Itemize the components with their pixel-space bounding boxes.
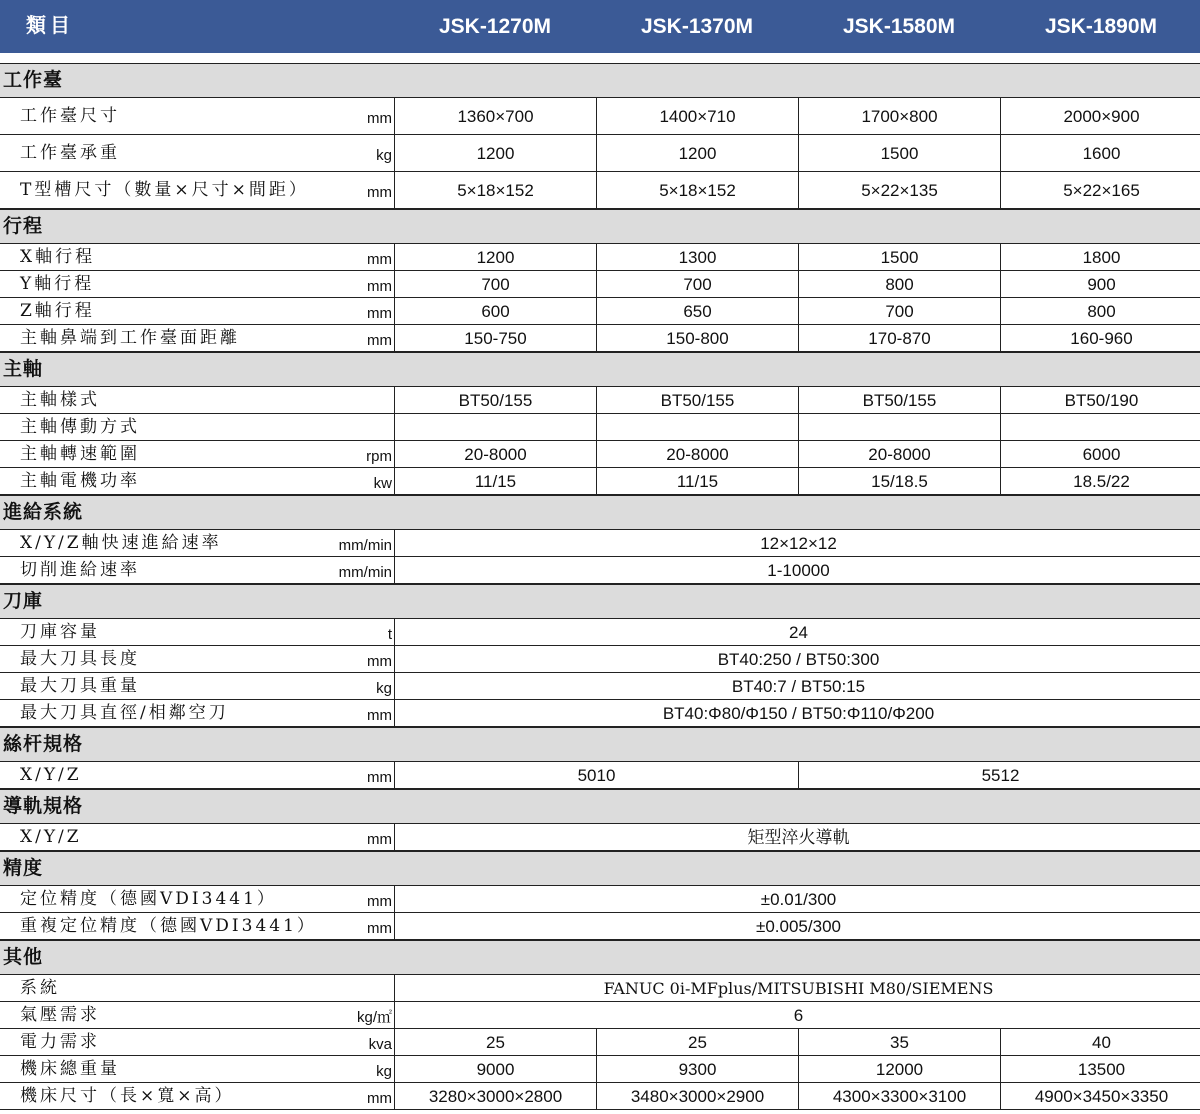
spec-value: 1500 — [798, 135, 1000, 171]
spec-unit: mm — [367, 332, 392, 349]
section-header — [0, 940, 1200, 975]
spec-row — [0, 271, 1200, 298]
spec-value: 20-8000 — [798, 441, 1000, 467]
spec-unit: rpm — [366, 448, 392, 465]
spec-label: Y軸行程 — [20, 274, 95, 294]
spec-label: 主軸轉速範圍 — [20, 444, 140, 464]
section-header — [0, 851, 1200, 886]
model-column-header: JSK-1580M — [842, 15, 956, 38]
spec-unit: kva — [368, 1036, 392, 1053]
spec-value: 800 — [798, 271, 1000, 297]
spec-value: 5×22×165 — [1000, 172, 1200, 208]
spec-value — [596, 414, 798, 440]
spec-value: 18.5/22 — [1000, 468, 1200, 494]
spec-value: 1300 — [596, 244, 798, 270]
spec-value: 12000 — [798, 1056, 1000, 1082]
spec-row — [0, 619, 1200, 646]
spec-unit: mm — [367, 653, 392, 670]
spec-row — [0, 172, 1200, 209]
spec-value: 1800 — [1000, 244, 1200, 270]
spec-unit: mm — [367, 305, 392, 322]
spec-row — [0, 298, 1200, 325]
spec-label: 主軸樣式 — [20, 390, 100, 410]
category-column-header: 類目 — [26, 15, 74, 37]
spec-value: 13500 — [1000, 1056, 1200, 1082]
spec-value: BT50/155 — [394, 387, 596, 413]
section-header — [0, 584, 1200, 619]
spec-value: 150-800 — [596, 325, 798, 351]
spec-value: 6 — [394, 1002, 1200, 1028]
spec-value: 600 — [394, 298, 596, 324]
spec-value: 5×22×135 — [798, 172, 1000, 208]
model-column-header: JSK-1890M — [1044, 15, 1158, 38]
spec-row — [0, 824, 1200, 851]
spec-row — [0, 244, 1200, 271]
spec-value: 650 — [596, 298, 798, 324]
spec-value: 1200 — [394, 135, 596, 171]
spec-row — [0, 913, 1200, 940]
spec-value: 11/15 — [596, 468, 798, 494]
spec-value: 5×18×152 — [596, 172, 798, 208]
spec-label: 工作臺承重 — [20, 143, 120, 163]
spec-value: BT50/155 — [596, 387, 798, 413]
spec-unit: kg — [376, 1063, 392, 1080]
spec-row — [0, 441, 1200, 468]
spec-value: 170-870 — [798, 325, 1000, 351]
section-header — [0, 727, 1200, 762]
spec-label: 氣壓需求 — [20, 1005, 100, 1025]
spec-value: 25 — [394, 1029, 596, 1055]
spec-row — [0, 886, 1200, 913]
spec-value: BT50/155 — [798, 387, 1000, 413]
section-header — [0, 789, 1200, 824]
spec-value: ±0.01/300 — [394, 886, 1200, 912]
spec-label: 電力需求 — [20, 1032, 100, 1052]
spec-value: 9300 — [596, 1056, 798, 1082]
spec-value: 1400×710 — [596, 98, 798, 134]
spec-value: 12×12×12 — [394, 530, 1200, 556]
spec-label: 機床總重量 — [20, 1059, 120, 1079]
spec-unit: kg/㎡ — [356, 1009, 392, 1026]
spec-label: X軸行程 — [20, 247, 96, 267]
spec-unit: mm — [367, 769, 392, 786]
spec-value: 160-960 — [1000, 325, 1200, 351]
spec-value: BT40:Φ80/Φ150 / BT50:Φ110/Φ200 — [394, 700, 1200, 726]
spec-value: 11/15 — [394, 468, 596, 494]
spec-label: 主軸傳動方式 — [20, 417, 140, 437]
spec-value: 20-8000 — [596, 441, 798, 467]
spec-unit: kg — [376, 147, 392, 164]
section-header — [0, 209, 1200, 244]
spec-unit: mm — [367, 278, 392, 295]
spec-value: 5512 — [798, 762, 1200, 788]
spec-unit: mm — [367, 251, 392, 268]
spec-label: T型槽尺寸（數量×尺寸×間距） — [20, 180, 309, 200]
spec-value: BT40:7 / BT50:15 — [394, 673, 1200, 699]
spec-value: 1600 — [1000, 135, 1200, 171]
section-header — [0, 63, 1200, 98]
spec-label: 最大刀具長度 — [20, 649, 140, 669]
spec-label: X/Y/Z軸快速進給速率 — [20, 533, 222, 553]
section-title: 絲杆規格 — [3, 733, 84, 755]
spec-value: 矩型淬火導軌 — [394, 824, 1200, 850]
spec-value: 1360×700 — [394, 98, 596, 134]
spec-value: FANUC 0i-MFplus/MITSUBISHI M80/SIEMENS — [394, 975, 1200, 1001]
spec-row — [0, 387, 1200, 414]
spec-value: 4900×3450×3350 — [1000, 1083, 1200, 1109]
spec-row — [0, 98, 1200, 135]
section-title: 工作臺 — [3, 69, 64, 91]
spec-value: 25 — [596, 1029, 798, 1055]
spec-unit: kg — [376, 680, 392, 697]
spec-value: 1200 — [596, 135, 798, 171]
spec-unit: mm — [367, 920, 392, 937]
spec-value: 5×18×152 — [394, 172, 596, 208]
spec-row — [0, 325, 1200, 352]
section-header — [0, 352, 1200, 387]
spec-unit: mm — [367, 184, 392, 201]
section-title: 主軸 — [3, 358, 44, 380]
spec-value: 900 — [1000, 271, 1200, 297]
section-title: 導軌規格 — [3, 795, 84, 817]
spec-value: 5010 — [394, 762, 798, 788]
spec-label: 最大刀具直徑/相鄰空刀 — [20, 703, 229, 723]
spec-row — [0, 1083, 1200, 1110]
spec-value — [798, 414, 1000, 440]
spec-value: BT40:250 / BT50:300 — [394, 646, 1200, 672]
spec-row — [0, 414, 1200, 441]
spec-row — [0, 700, 1200, 727]
spec-row — [0, 673, 1200, 700]
spec-unit: mm — [367, 831, 392, 848]
spec-unit: mm — [367, 1090, 392, 1107]
spec-value: 700 — [798, 298, 1000, 324]
model-column-header: JSK-1270M — [438, 15, 552, 38]
spec-value: 3480×3000×2900 — [596, 1083, 798, 1109]
spec-value: 3280×3000×2800 — [394, 1083, 596, 1109]
spec-value: 1700×800 — [798, 98, 1000, 134]
spec-value: 1200 — [394, 244, 596, 270]
spec-value: 700 — [596, 271, 798, 297]
spec-value: 150-750 — [394, 325, 596, 351]
spec-value: 800 — [1000, 298, 1200, 324]
spec-value: 2000×900 — [1000, 98, 1200, 134]
spec-value: 6000 — [1000, 441, 1200, 467]
spec-value: 20-8000 — [394, 441, 596, 467]
spec-value: 24 — [394, 619, 1200, 645]
spec-value — [394, 414, 596, 440]
spec-label: 切削進給速率 — [20, 560, 140, 580]
section-title: 進給系統 — [3, 501, 84, 523]
spec-label: 系統 — [20, 978, 60, 998]
section-title: 刀庫 — [3, 590, 44, 612]
spec-value: ±0.005/300 — [394, 913, 1200, 939]
spec-unit: t — [387, 626, 392, 643]
spec-value: 35 — [798, 1029, 1000, 1055]
spec-unit: mm/min — [338, 537, 392, 554]
spec-row — [0, 762, 1200, 789]
spec-row — [0, 1056, 1200, 1083]
table-header — [0, 0, 1200, 53]
spec-unit: mm — [367, 707, 392, 724]
spec-label: 機床尺寸（長×寬×高） — [20, 1086, 235, 1106]
spec-unit: kw — [373, 475, 392, 492]
spec-row — [0, 468, 1200, 495]
spec-value: 1-10000 — [394, 557, 1200, 583]
spec-unit: mm/min — [338, 564, 392, 581]
spec-label: 最大刀具重量 — [20, 676, 140, 696]
spec-label: 重複定位精度（德國VDI3441） — [20, 916, 317, 936]
spec-row — [0, 646, 1200, 673]
spec-row — [0, 557, 1200, 584]
spec-label: X/Y/Z — [20, 765, 82, 785]
section-header — [0, 495, 1200, 530]
spec-label: 刀庫容量 — [20, 622, 100, 642]
spec-value: 1500 — [798, 244, 1000, 270]
spec-value: 40 — [1000, 1029, 1200, 1055]
spec-label: 主軸電機功率 — [20, 471, 140, 491]
spec-value: BT50/190 — [1000, 387, 1200, 413]
section-title: 其他 — [3, 946, 44, 968]
spec-row — [0, 1029, 1200, 1056]
spec-value — [1000, 414, 1200, 440]
spec-row — [0, 530, 1200, 557]
spec-unit: mm — [367, 893, 392, 910]
spec-unit: mm — [367, 110, 392, 127]
spec-value: 700 — [394, 271, 596, 297]
spec-label: Z軸行程 — [20, 301, 95, 321]
spec-label: 工作臺尺寸 — [20, 106, 120, 126]
section-title: 行程 — [3, 215, 44, 237]
spec-value: 15/18.5 — [798, 468, 1000, 494]
section-title: 精度 — [3, 857, 44, 879]
spec-label: X/Y/Z — [20, 827, 82, 847]
spec-label: 定位精度（德國VDI3441） — [20, 889, 277, 909]
model-column-header: JSK-1370M — [640, 15, 754, 38]
spec-row — [0, 975, 1200, 1002]
spec-label: 主軸鼻端到工作臺面距離 — [20, 328, 240, 348]
spec-value: 4300×3300×3100 — [798, 1083, 1000, 1109]
spec-row — [0, 135, 1200, 172]
spec-row — [0, 1002, 1200, 1029]
spec-value: 9000 — [394, 1056, 596, 1082]
